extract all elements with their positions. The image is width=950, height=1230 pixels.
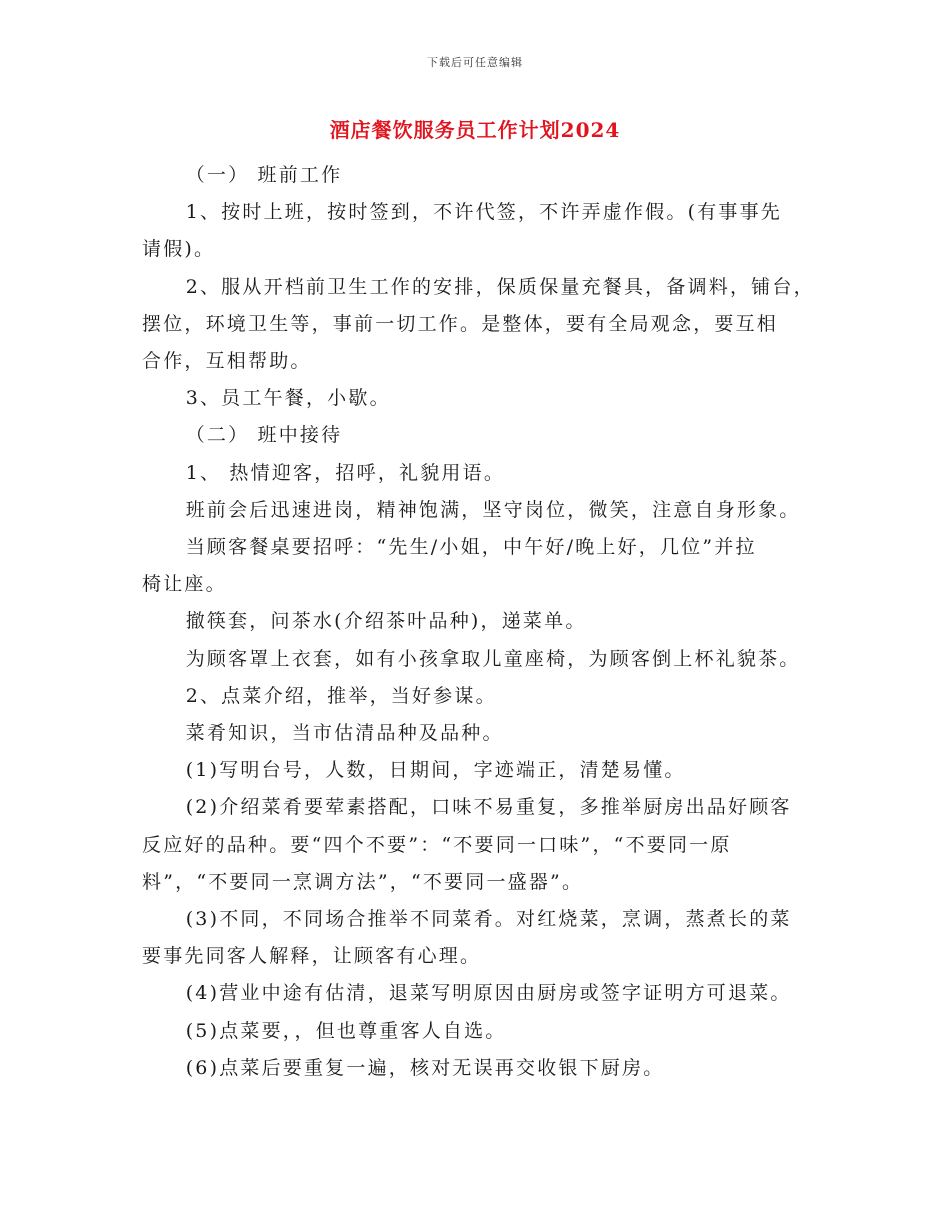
- paragraph-line: 为顾客罩上衣套，如有小孩拿取儿童座椅，为顾客倒上杯礼貌茶。: [185, 647, 801, 670]
- paragraph-line: 2、服从开档前卫生工作的安排，保质保量充餐具，备调料，铺台，: [185, 275, 815, 298]
- paragraph: [142, 1050, 822, 1087]
- paragraph-line: (1)写明台号，人数，日期间，字迹端正，清楚易懂。: [185, 759, 686, 782]
- paragraph: [142, 455, 822, 492]
- document-body: [142, 157, 822, 1087]
- paragraph: [142, 380, 822, 417]
- paragraph-line: 1、按时上班，按时签到，不许代签，不许弄虚作假。(有事事先: [185, 201, 782, 224]
- paragraph-line: 1、 热情迎客，招呼，礼貌用语。: [185, 461, 506, 484]
- paragraph: [142, 269, 822, 381]
- paragraph-line: 班前会后迅速进岗，精神饱满，坚守岗位，微笑，注意自身形象。: [185, 498, 801, 521]
- paragraph-line: 料”，“不要同一烹调方法”，“不要同一盛器”。: [142, 870, 584, 893]
- paragraph-line: (4)营业中途有估清，退菜写明原因由厨房或签字证明方可退菜。: [185, 982, 792, 1005]
- paragraph: [142, 901, 822, 975]
- paragraph-line: 2、点菜介绍，推举，当好参谋。: [185, 684, 497, 707]
- paragraph-line: 摆位，环境卫生等，事前一切工作。是整体，要有全局观念，要互相: [142, 312, 779, 335]
- paragraph-line: (5)点菜要，，但也尊重客人自选。: [185, 1019, 507, 1042]
- paragraph-line: 反应好的品种。要“四个不要”：“不要同一口味”，“不要同一原: [142, 833, 732, 856]
- paragraph-line: （一） 班前工作: [185, 164, 343, 186]
- paragraph: [142, 157, 822, 194]
- paragraph: [142, 975, 822, 1012]
- paragraph: [142, 529, 822, 603]
- paragraph-line: (6)点菜后要重复一遍，核对无误再交收银下厨房。: [185, 1056, 665, 1079]
- paragraph-line: (3)不同，不同场合推举不同菜肴。对红烧菜，烹调，蒸煮长的菜: [185, 908, 792, 931]
- paragraph-line: 撤筷套，问茶水(介绍茶叶品种)，递菜单。: [185, 610, 587, 633]
- paragraph: [142, 715, 822, 752]
- paragraph-line: （二） 班中接待: [185, 424, 343, 447]
- document-title: 酒店餐饮服务员工作计划2024: [329, 118, 621, 142]
- paragraph-line: 要事先同客人解释，让顾客有心理。: [142, 945, 482, 968]
- paragraph: [142, 492, 822, 529]
- paragraph-line: 当顾客餐桌要招呼：“先生/小姐，中午好/晚上好，几位”并拉: [185, 536, 757, 559]
- paragraph-line: 请假)。: [142, 238, 216, 261]
- paragraph-line: 3、员工午餐，小歇。: [185, 387, 391, 410]
- paragraph: [142, 752, 822, 789]
- paragraph: [142, 417, 822, 454]
- paragraph: [142, 641, 822, 678]
- header-note: 下载后可任意编辑: [427, 56, 523, 69]
- paragraph-line: (2)介绍菜肴要荤素搭配，口味不易重复，多推举厨房出品好顾客: [185, 796, 792, 819]
- paragraph: [142, 194, 822, 268]
- paragraph: [142, 678, 822, 715]
- paragraph-line: 合作，互相帮助。: [142, 350, 312, 373]
- paragraph: [142, 603, 822, 640]
- paragraph: [142, 1013, 822, 1050]
- paragraph-line: 椅让座。: [142, 573, 227, 596]
- paragraph: [142, 789, 822, 901]
- paragraph-line: 菜肴知识，当市估清品种及品种。: [185, 722, 504, 745]
